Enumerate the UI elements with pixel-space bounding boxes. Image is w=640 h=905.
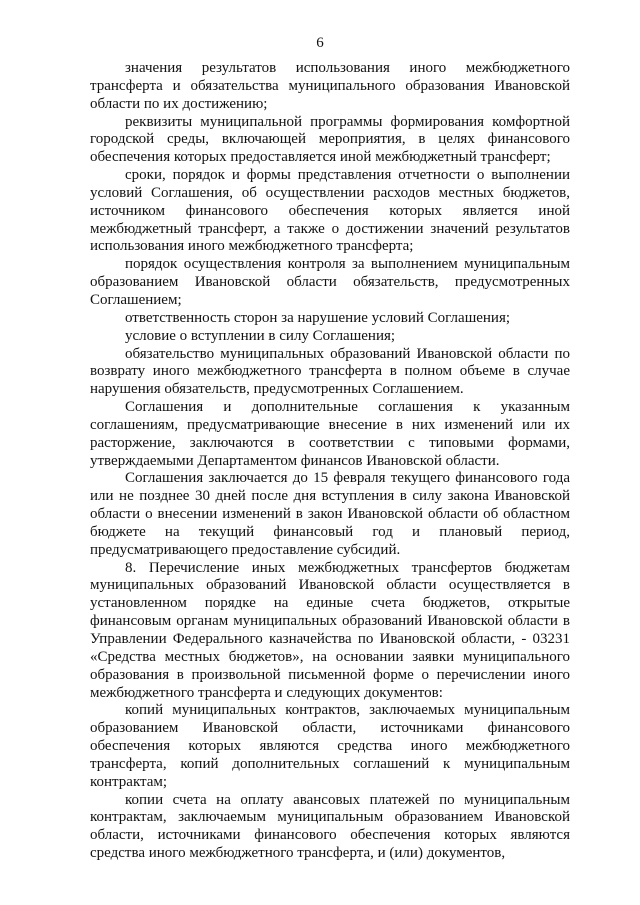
paragraph-deadline: Соглашения заключается до 15 февраля текущего финансового года или не позднее 30 дней после дня вступления в силу закона Ивановской области о внесении изменений в закон Ивановской области об областном бюджете на текущий финансовый год и плановый период, предусматривающего предоставление субсидий.: [90, 470, 570, 558]
paragraph-values-results: значения результатов использования иного межбюджетного трансферта и обязательства муниципального образования Ивановской области по их достижению;: [90, 60, 570, 112]
paragraph-entry-into-force: условие о вступлении в силу Соглашения;: [125, 327, 396, 344]
paragraph-control-procedure: порядок осуществления контроля за выполнением муниципальным образованием Ивановской области обязательств, предусмотренных Соглашением;: [90, 256, 570, 308]
paragraph-reporting-terms: сроки, порядок и формы представления отчетности о выполнении условий Соглашения, об осуществлении расходов местных бюджетов, источником финансового обеспечения которых является иной межбюджетный трансферт, а также о достижении значений результатов использования иного межбюджетного трансферта;: [90, 167, 570, 255]
document-body: [90, 60, 570, 863]
page-number: 6: [316, 35, 324, 51]
paragraph-section-8-transfer: 8. Перечисление иных межбюджетных трансфертов бюджетам муниципальных образований Ивановской области осуществляется в установленном порядке на единые счета бюджетов, открытые финансовым органам муниципальных образований Ивановской области в Управлении Федерального казначейства по Ивановской области, - 03231 «Средства местных бюджетов», на основании заявки муниципального образования в произвольной письменной форме о перечислении иного межбюджетного трансферта и следующих документов:: [90, 559, 570, 701]
paragraph-contract-copies: копий муниципальных контрактов, заключаемых муниципальным образованием Ивановской области, источниками финансового обеспечения которых являются средства иного межбюджетного трансферта, копий дополнительных соглашений к муниципальным контрактам;: [90, 702, 570, 790]
paragraph-standard-forms: Соглашения и дополнительные соглашения к указанным соглашениям, предусматривающие внесение в них изменений или их расторжение, заключаются в соответствии с типовыми формами, утверждаемыми Департаментом финансов Ивановской области.: [90, 399, 570, 469]
paragraph-refund-obligation: обязательство муниципальных образований Ивановской области по возврату иного межбюджетного трансферта в полном объеме в случае нарушения обязательств, предусмотренных Соглашением.: [90, 345, 570, 398]
paragraph-responsibility: ответственность сторон за нарушение условий Соглашения;: [125, 309, 511, 326]
paragraph-invoice-copies: копии счета на оплату авансовых платежей по муниципальным контрактам, заключаемым муниципальным образованием Ивановской области, источниками финансового обеспечения которых являются средства иного межбюджетного трансферта, и (или) документов,: [90, 791, 570, 862]
paragraph-program-details: реквизиты муниципальной программы формирования комфортной городской среды, включающей мероприятия, в целях финансового обеспечения которых предоставляется иной межбюджетный трансферт;: [90, 113, 570, 166]
